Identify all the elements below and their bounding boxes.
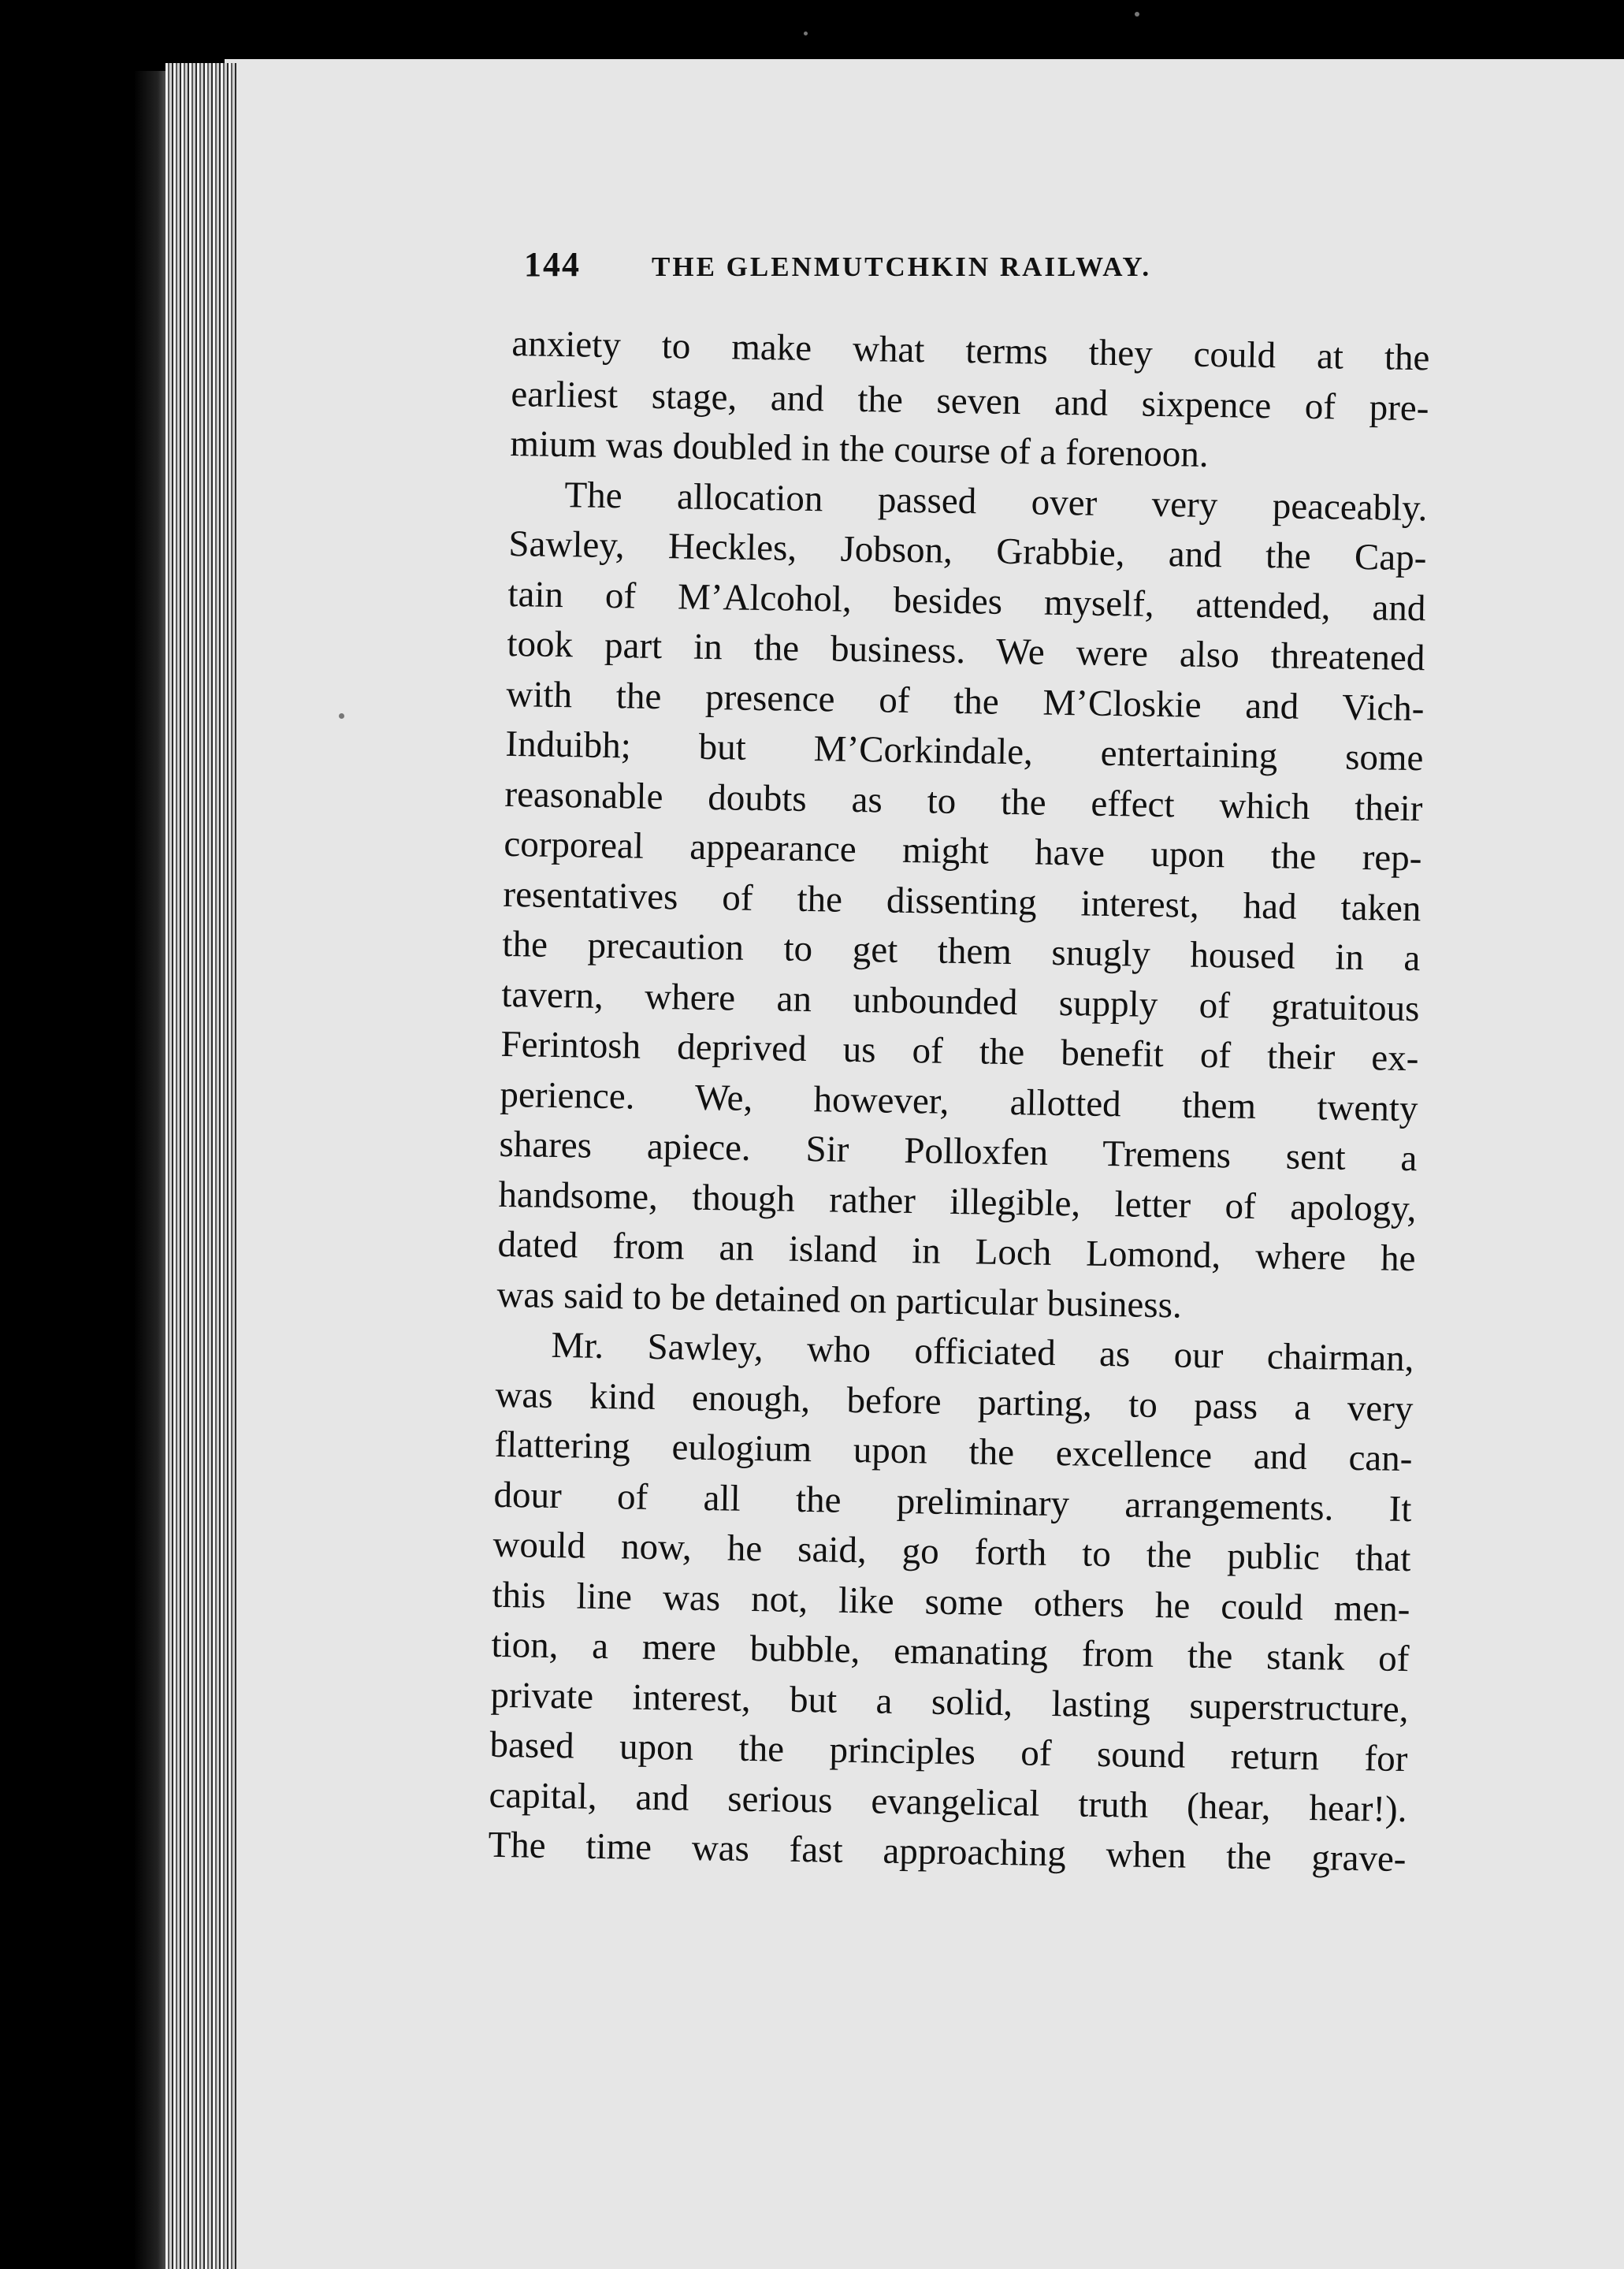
text-line: based upon the principles of sound return for: [489, 1724, 1408, 1780]
text-line: capital, and serious evangelical truth (hear, hear!).: [489, 1774, 1407, 1830]
text-line: handsome, though rather illegible, letter of apology,: [498, 1174, 1417, 1229]
text-line: took part in the business. We were also threatened: [507, 623, 1425, 679]
text-line: The time was fast approaching when the grave-: [488, 1824, 1407, 1880]
text-line: earliest stage, and the seven and sixpence of pre-: [511, 373, 1429, 429]
text-line: flattering eulogium upon the excellence and can-: [494, 1423, 1413, 1480]
text-line: reasonable doubts as to the effect which their: [504, 773, 1423, 829]
text-line: tion, a mere bubble, emanating from the stank of: [491, 1624, 1410, 1680]
text-line: perience. We, however, allotted them twenty: [500, 1073, 1418, 1129]
text-line: private interest, but a solid, lasting superstructure,: [490, 1674, 1409, 1730]
running-title: THE GLENMUTCHKIN RAILWAY.: [652, 251, 1152, 282]
text-line: this line was not, like some others he could men-: [492, 1574, 1410, 1630]
text-line: The allocation passed over very peaceably.: [564, 474, 1428, 529]
text-line: dated from an island in Loch Lomond, where he: [497, 1223, 1416, 1280]
text-line: tain of M’Alcohol, besides myself, attended, and: [507, 573, 1426, 629]
text-line: was kind enough, before parting, to pass a very: [495, 1374, 1414, 1430]
text-line: would now, he said, go forth to the public that: [492, 1523, 1411, 1580]
text-line: the precaution to get them snugly housed in a: [502, 923, 1421, 980]
text-line: tavern, where an unbounded supply of gratuitous: [501, 973, 1420, 1029]
text-line: mium was doubled in the course of a forenoon.: [510, 422, 1210, 475]
page-header: [524, 244, 1430, 285]
text-line: Ferintosh deprived us of the benefit of their ex-: [500, 1023, 1419, 1080]
text-line: resentatives of the dissenting interest, had taken: [503, 873, 1421, 929]
text-line: with the presence of the M’Closkie and Vich-: [506, 673, 1425, 729]
text-line: dour of all the preliminary arrangements. It: [493, 1474, 1412, 1530]
text-line: shares apiece. Sir Polloxfen Tremens sent a: [499, 1123, 1418, 1180]
dust-speck: [339, 713, 344, 719]
text-line: anxiety to make what terms they could at the: [511, 322, 1430, 379]
text-line: was said to be detained on particular business.: [496, 1274, 1183, 1326]
text-line: corporeal appearance might have upon the rep-: [504, 823, 1422, 880]
dust-speck: [1135, 12, 1139, 17]
body-text: [488, 319, 1430, 1885]
dust-speck: [804, 32, 808, 35]
page-number: 144: [524, 245, 581, 284]
page-edge-stack: [165, 63, 236, 2269]
text-line: Mr. Sawley, who officiated as our chairman,: [551, 1324, 1414, 1380]
text-line: Sawley, Heckles, Jobson, Grabbie, and the Cap-: [508, 523, 1427, 579]
text-line: Induibh; but M’Corkindale, entertaining some: [505, 723, 1424, 779]
